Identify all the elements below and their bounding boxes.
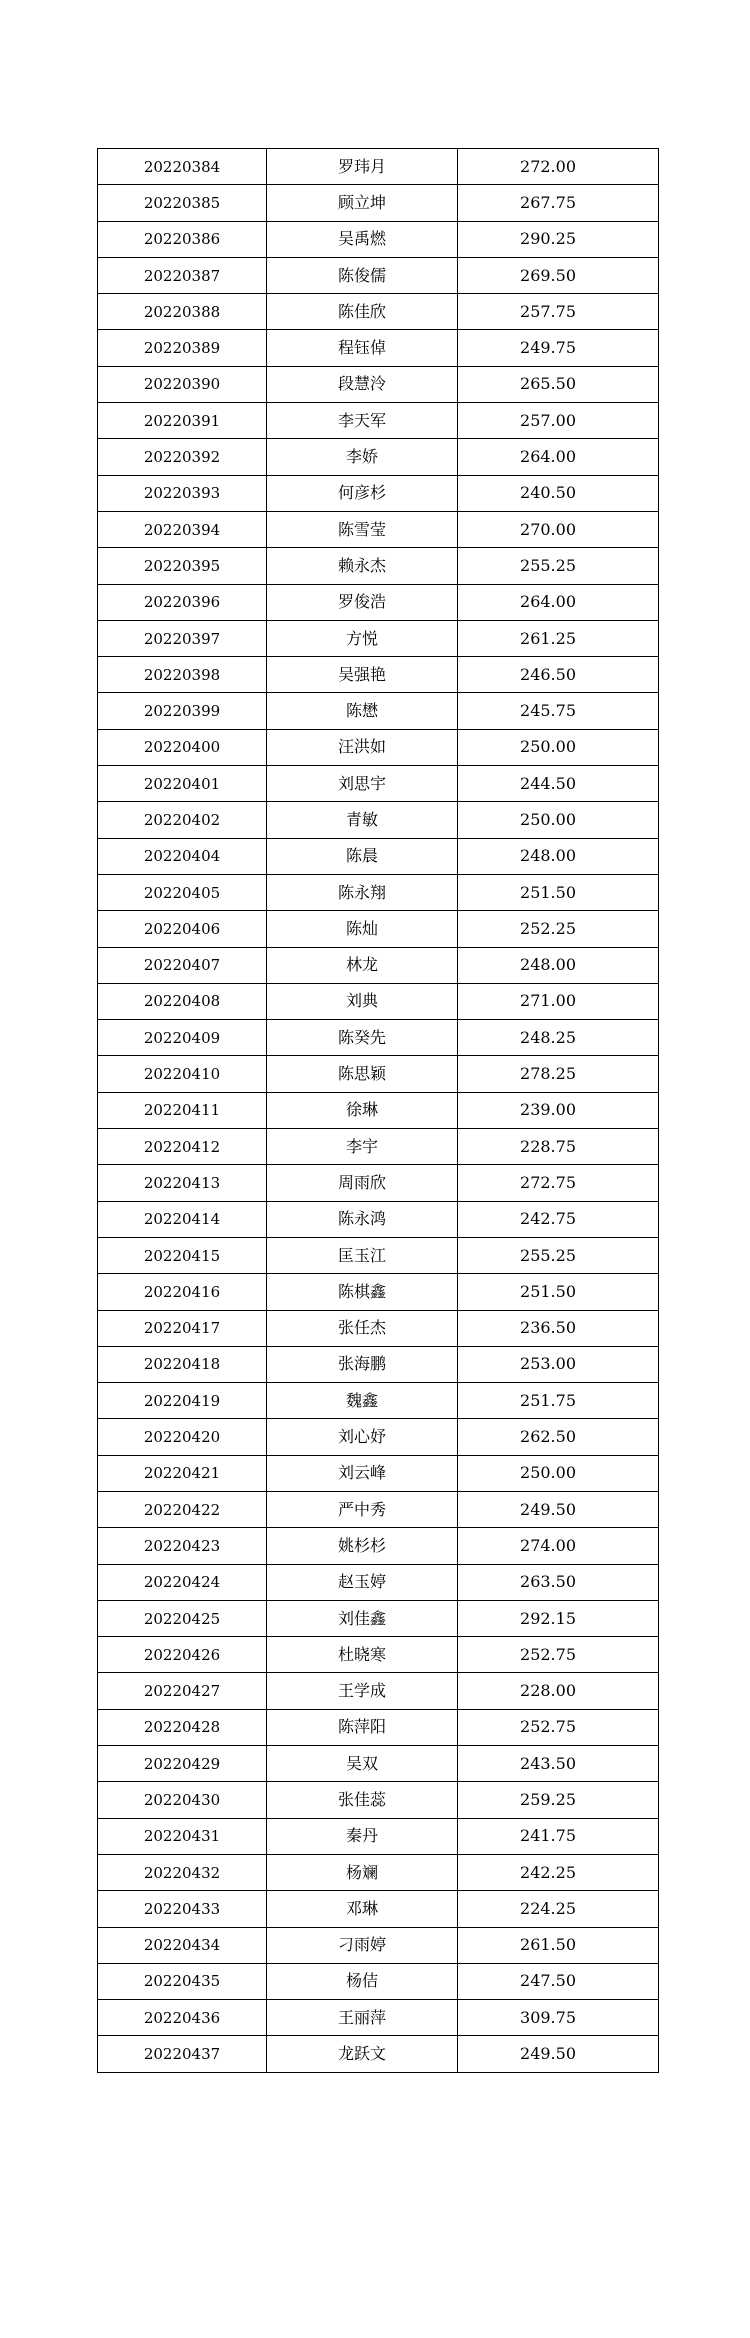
student-id-cell: 20220396 — [98, 584, 267, 620]
student-name-cell: 龙跃文 — [267, 2036, 458, 2072]
table-row — [98, 693, 659, 729]
student-name-cell: 方悦 — [267, 620, 458, 656]
score-cell: 247.50 — [458, 1963, 659, 1999]
score-cell: 261.25 — [458, 620, 659, 656]
table-row — [98, 439, 659, 475]
student-id-cell: 20220391 — [98, 403, 267, 439]
student-name-cell: 陈思颖 — [267, 1056, 458, 1092]
student-id-cell: 20220431 — [98, 1818, 267, 1854]
score-cell: 253.00 — [458, 1346, 659, 1382]
student-name-cell: 杨佶 — [267, 1963, 458, 1999]
table-row — [98, 294, 659, 330]
student-id-cell: 20220432 — [98, 1854, 267, 1890]
score-cell: 257.75 — [458, 294, 659, 330]
score-cell: 264.00 — [458, 584, 659, 620]
student-name-cell: 陈癸先 — [267, 1020, 458, 1056]
score-cell: 242.25 — [458, 1854, 659, 1890]
student-name-cell: 罗玮月 — [267, 149, 458, 185]
student-id-cell: 20220423 — [98, 1528, 267, 1564]
student-id-cell: 20220384 — [98, 149, 267, 185]
student-id-cell: 20220388 — [98, 294, 267, 330]
score-cell: 259.25 — [458, 1782, 659, 1818]
student-name-cell: 陈俊儒 — [267, 257, 458, 293]
table-row — [98, 1310, 659, 1346]
student-id-cell: 20220416 — [98, 1274, 267, 1310]
student-id-cell: 20220395 — [98, 548, 267, 584]
score-cell: 267.75 — [458, 185, 659, 221]
table-row — [98, 802, 659, 838]
table-row — [98, 911, 659, 947]
student-id-cell: 20220436 — [98, 2000, 267, 2036]
student-name-cell: 顾立坤 — [267, 185, 458, 221]
student-name-cell: 陈佳欣 — [267, 294, 458, 330]
student-id-cell: 20220400 — [98, 729, 267, 765]
student-name-cell: 李娇 — [267, 439, 458, 475]
score-cell: 255.25 — [458, 1237, 659, 1273]
student-name-cell: 赖永杰 — [267, 548, 458, 584]
student-name-cell: 刘云峰 — [267, 1455, 458, 1491]
student-id-cell: 20220386 — [98, 221, 267, 257]
student-id-cell: 20220409 — [98, 1020, 267, 1056]
score-cell: 250.00 — [458, 802, 659, 838]
student-name-cell: 张佳蕊 — [267, 1782, 458, 1818]
score-cell: 251.75 — [458, 1383, 659, 1419]
score-cell: 257.00 — [458, 403, 659, 439]
score-table — [97, 148, 659, 2073]
score-cell: 263.50 — [458, 1564, 659, 1600]
score-cell: 269.50 — [458, 257, 659, 293]
student-name-cell: 吴禹燃 — [267, 221, 458, 257]
table-row — [98, 1056, 659, 1092]
score-cell: 252.25 — [458, 911, 659, 947]
score-cell: 228.00 — [458, 1673, 659, 1709]
student-name-cell: 刘佳鑫 — [267, 1600, 458, 1636]
student-id-cell: 20220425 — [98, 1600, 267, 1636]
table-row — [98, 221, 659, 257]
student-name-cell: 陈永鸿 — [267, 1201, 458, 1237]
student-id-cell: 20220387 — [98, 257, 267, 293]
score-cell: 239.00 — [458, 1092, 659, 1128]
table-row — [98, 330, 659, 366]
student-name-cell: 刘思宇 — [267, 766, 458, 802]
student-id-cell: 20220421 — [98, 1455, 267, 1491]
table-row — [98, 838, 659, 874]
table-row — [98, 1854, 659, 1890]
student-name-cell: 张海鹏 — [267, 1346, 458, 1382]
student-id-cell: 20220422 — [98, 1491, 267, 1527]
score-cell: 278.25 — [458, 1056, 659, 1092]
table-row — [98, 1600, 659, 1636]
score-cell: 309.75 — [458, 2000, 659, 2036]
student-name-cell: 陈棋鑫 — [267, 1274, 458, 1310]
score-cell: 251.50 — [458, 1274, 659, 1310]
student-name-cell: 段慧泠 — [267, 366, 458, 402]
student-name-cell: 何彦杉 — [267, 475, 458, 511]
table-row — [98, 1274, 659, 1310]
table-row — [98, 657, 659, 693]
student-name-cell: 陈永翔 — [267, 874, 458, 910]
score-cell: 272.75 — [458, 1165, 659, 1201]
student-id-cell: 20220418 — [98, 1346, 267, 1382]
student-id-cell: 20220419 — [98, 1383, 267, 1419]
table-row — [98, 584, 659, 620]
student-id-cell: 20220424 — [98, 1564, 267, 1600]
score-cell: 252.75 — [458, 1709, 659, 1745]
student-id-cell: 20220401 — [98, 766, 267, 802]
student-name-cell: 青敏 — [267, 802, 458, 838]
table-row — [98, 1237, 659, 1273]
student-id-cell: 20220413 — [98, 1165, 267, 1201]
table-row — [98, 1020, 659, 1056]
table-row — [98, 1818, 659, 1854]
score-cell: 271.00 — [458, 983, 659, 1019]
student-name-cell: 匡玉江 — [267, 1237, 458, 1273]
score-cell: 274.00 — [458, 1528, 659, 1564]
student-id-cell: 20220411 — [98, 1092, 267, 1128]
score-cell: 251.50 — [458, 874, 659, 910]
student-name-cell: 邓琳 — [267, 1891, 458, 1927]
student-name-cell: 罗俊浩 — [267, 584, 458, 620]
student-id-cell: 20220390 — [98, 366, 267, 402]
student-name-cell: 林龙 — [267, 947, 458, 983]
student-name-cell: 严中秀 — [267, 1491, 458, 1527]
table-row — [98, 548, 659, 584]
table-row — [98, 947, 659, 983]
score-cell: 248.00 — [458, 838, 659, 874]
score-cell: 244.50 — [458, 766, 659, 802]
score-cell: 249.75 — [458, 330, 659, 366]
student-name-cell: 陈雪莹 — [267, 511, 458, 547]
score-cell: 252.75 — [458, 1637, 659, 1673]
score-cell: 290.25 — [458, 221, 659, 257]
score-cell: 224.25 — [458, 1891, 659, 1927]
table-row — [98, 1891, 659, 1927]
table-row — [98, 1491, 659, 1527]
student-name-cell: 陈萍阳 — [267, 1709, 458, 1745]
score-cell: 272.00 — [458, 149, 659, 185]
score-cell: 248.00 — [458, 947, 659, 983]
table-row — [98, 729, 659, 765]
table-row — [98, 1419, 659, 1455]
student-id-cell: 20220404 — [98, 838, 267, 874]
student-id-cell: 20220435 — [98, 1963, 267, 1999]
score-cell: 264.00 — [458, 439, 659, 475]
table-row — [98, 475, 659, 511]
score-cell: 262.50 — [458, 1419, 659, 1455]
student-id-cell: 20220433 — [98, 1891, 267, 1927]
score-cell: 242.75 — [458, 1201, 659, 1237]
score-cell: 248.25 — [458, 1020, 659, 1056]
table-row — [98, 366, 659, 402]
table-row — [98, 1637, 659, 1673]
student-id-cell: 20220430 — [98, 1782, 267, 1818]
table-row — [98, 257, 659, 293]
score-cell: 236.50 — [458, 1310, 659, 1346]
student-id-cell: 20220410 — [98, 1056, 267, 1092]
score-cell: 270.00 — [458, 511, 659, 547]
table-row — [98, 1963, 659, 1999]
table-row — [98, 1165, 659, 1201]
table-row — [98, 874, 659, 910]
student-id-cell: 20220417 — [98, 1310, 267, 1346]
table-row — [98, 2000, 659, 2036]
student-id-cell: 20220385 — [98, 185, 267, 221]
student-name-cell: 李天军 — [267, 403, 458, 439]
score-cell: 245.75 — [458, 693, 659, 729]
table-row — [98, 620, 659, 656]
table-row — [98, 1455, 659, 1491]
student-id-cell: 20220407 — [98, 947, 267, 983]
student-id-cell: 20220434 — [98, 1927, 267, 1963]
table-row — [98, 1129, 659, 1165]
student-id-cell: 20220408 — [98, 983, 267, 1019]
student-id-cell: 20220397 — [98, 620, 267, 656]
student-id-cell: 20220426 — [98, 1637, 267, 1673]
score-cell: 228.75 — [458, 1129, 659, 1165]
student-id-cell: 20220399 — [98, 693, 267, 729]
student-name-cell: 李宇 — [267, 1129, 458, 1165]
student-id-cell: 20220437 — [98, 2036, 267, 2072]
score-cell: 261.50 — [458, 1927, 659, 1963]
table-row — [98, 1201, 659, 1237]
table-row — [98, 1528, 659, 1564]
student-id-cell: 20220394 — [98, 511, 267, 547]
student-id-cell: 20220406 — [98, 911, 267, 947]
student-name-cell: 陈晨 — [267, 838, 458, 874]
score-cell: 249.50 — [458, 2036, 659, 2072]
student-id-cell: 20220420 — [98, 1419, 267, 1455]
student-name-cell: 吴强艳 — [267, 657, 458, 693]
table-row — [98, 2036, 659, 2072]
student-name-cell: 吴双 — [267, 1746, 458, 1782]
score-cell: 265.50 — [458, 366, 659, 402]
student-id-cell: 20220398 — [98, 657, 267, 693]
score-cell: 292.15 — [458, 1600, 659, 1636]
student-name-cell: 刁雨婷 — [267, 1927, 458, 1963]
score-cell: 246.50 — [458, 657, 659, 693]
student-name-cell: 王学成 — [267, 1673, 458, 1709]
table-row — [98, 1746, 659, 1782]
table-row — [98, 983, 659, 1019]
table-row — [98, 1709, 659, 1745]
student-id-cell: 20220429 — [98, 1746, 267, 1782]
score-cell: 241.75 — [458, 1818, 659, 1854]
table-row — [98, 1927, 659, 1963]
student-name-cell: 赵玉婷 — [267, 1564, 458, 1600]
score-cell: 243.50 — [458, 1746, 659, 1782]
student-name-cell: 程钰倬 — [267, 330, 458, 366]
student-id-cell: 20220405 — [98, 874, 267, 910]
student-id-cell: 20220428 — [98, 1709, 267, 1745]
table-row — [98, 1092, 659, 1128]
student-id-cell: 20220393 — [98, 475, 267, 511]
score-cell: 240.50 — [458, 475, 659, 511]
table-row — [98, 1564, 659, 1600]
table-row — [98, 1673, 659, 1709]
table-row — [98, 511, 659, 547]
student-id-cell: 20220389 — [98, 330, 267, 366]
student-name-cell: 姚杉杉 — [267, 1528, 458, 1564]
table-row — [98, 403, 659, 439]
student-name-cell: 秦丹 — [267, 1818, 458, 1854]
student-name-cell: 徐琳 — [267, 1092, 458, 1128]
table-row — [98, 1782, 659, 1818]
score-cell: 255.25 — [458, 548, 659, 584]
student-id-cell: 20220427 — [98, 1673, 267, 1709]
student-name-cell: 王丽萍 — [267, 2000, 458, 2036]
student-name-cell: 魏鑫 — [267, 1383, 458, 1419]
student-name-cell: 刘心妤 — [267, 1419, 458, 1455]
table-row — [98, 149, 659, 185]
student-name-cell: 杨斓 — [267, 1854, 458, 1890]
student-name-cell: 陈懋 — [267, 693, 458, 729]
table-row — [98, 766, 659, 802]
student-id-cell: 20220415 — [98, 1237, 267, 1273]
student-name-cell: 张任杰 — [267, 1310, 458, 1346]
student-name-cell: 汪洪如 — [267, 729, 458, 765]
score-cell: 250.00 — [458, 1455, 659, 1491]
student-name-cell: 杜晓寒 — [267, 1637, 458, 1673]
score-cell: 249.50 — [458, 1491, 659, 1527]
student-id-cell: 20220414 — [98, 1201, 267, 1237]
student-name-cell: 周雨欣 — [267, 1165, 458, 1201]
student-id-cell: 20220392 — [98, 439, 267, 475]
table-row — [98, 1346, 659, 1382]
student-name-cell: 陈灿 — [267, 911, 458, 947]
student-name-cell: 刘典 — [267, 983, 458, 1019]
score-cell: 250.00 — [458, 729, 659, 765]
student-id-cell: 20220402 — [98, 802, 267, 838]
table-row — [98, 185, 659, 221]
score-table-body — [98, 149, 659, 2073]
student-id-cell: 20220412 — [98, 1129, 267, 1165]
table-row — [98, 1383, 659, 1419]
